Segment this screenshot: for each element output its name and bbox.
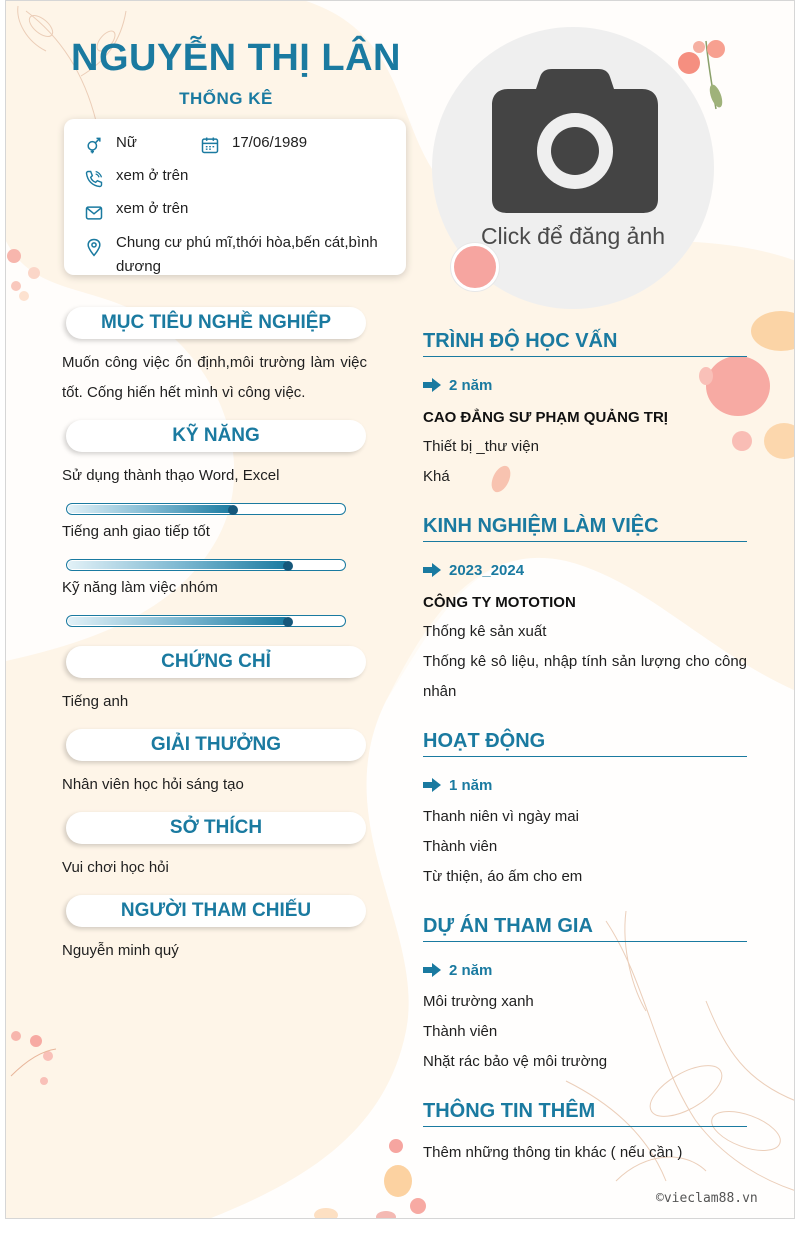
education-time[interactable] bbox=[423, 377, 492, 394]
location-icon bbox=[84, 237, 104, 257]
certificates-heading: CHỨNG CHỈ bbox=[66, 646, 366, 678]
skill-bar-2 bbox=[66, 559, 346, 571]
job-title[interactable]: THỐNG KÊ bbox=[179, 89, 273, 108]
skill-bar-knob bbox=[228, 505, 238, 515]
activities-time-text: 1 năm bbox=[449, 777, 493, 794]
experience-time[interactable] bbox=[423, 562, 524, 579]
experience-line-2[interactable]: Thống kê sô liệu, nhập tính sản lượng cho công nhân bbox=[423, 653, 747, 700]
skill-label-2[interactable]: Tiếng anh giao tiếp tốt bbox=[62, 523, 210, 540]
calendar-icon bbox=[200, 135, 220, 155]
additional-heading: THÔNG TIN THÊM bbox=[423, 1100, 747, 1127]
phone-value[interactable]: xem ở trên bbox=[116, 167, 189, 184]
experience-line-1[interactable]: Thống kê sản xuất bbox=[423, 623, 547, 640]
education-line-1[interactable]: Thiết bị _thư viện bbox=[423, 438, 539, 455]
projects-heading: DỰ ÁN THAM GIA bbox=[423, 915, 747, 942]
gender-icon bbox=[84, 135, 104, 155]
skill-bar-3 bbox=[66, 615, 346, 627]
skill-bar-fill bbox=[68, 505, 234, 513]
email-icon bbox=[84, 203, 104, 223]
skill-bar-fill bbox=[68, 617, 289, 625]
skill-label-1[interactable]: Sử dụng thành thạo Word, Excel bbox=[62, 467, 280, 484]
cv-page bbox=[5, 0, 795, 1219]
camera-icon bbox=[490, 67, 660, 215]
activities-heading: HOẠT ĐỘNG bbox=[423, 730, 747, 757]
skills-heading: KỸ NĂNG bbox=[66, 420, 366, 452]
email-value[interactable]: xem ở trên bbox=[116, 200, 189, 217]
arrow-right-icon bbox=[423, 378, 441, 392]
hobbies-text[interactable]: Vui chơi học hỏi bbox=[62, 859, 169, 876]
arrow-right-icon bbox=[423, 778, 441, 792]
activities-line-2[interactable]: Thành viên bbox=[423, 838, 498, 855]
arrow-right-icon bbox=[423, 563, 441, 577]
references-heading: NGƯỜI THAM CHIẾU bbox=[66, 895, 366, 927]
projects-line-2[interactable]: Thành viên bbox=[423, 1023, 498, 1040]
photo-upload-label: Click để đăng ảnh bbox=[480, 223, 666, 249]
phone-icon bbox=[84, 169, 104, 189]
gender-value[interactable]: Nữ bbox=[116, 134, 137, 151]
education-heading: TRÌNH ĐỘ HỌC VẤN bbox=[423, 330, 747, 357]
objective-heading: MỤC TIÊU NGHỀ NGHIỆP bbox=[66, 307, 366, 339]
address-value[interactable]: Chung cư phú mĩ,thới hòa,bến cát,bình dương bbox=[116, 234, 378, 275]
education-org[interactable]: CAO ĐẲNG SƯ PHẠM QUẢNG TRỊ bbox=[423, 409, 668, 426]
copyright: ©vieclam88.vn bbox=[656, 1191, 758, 1206]
experience-org[interactable]: CÔNG TY MOTOTION bbox=[423, 594, 576, 611]
activities-line-1[interactable]: Thanh niên vì ngày mai bbox=[423, 808, 579, 825]
activities-time[interactable] bbox=[423, 777, 492, 794]
certificates-text[interactable]: Tiếng anh bbox=[62, 693, 129, 710]
skill-bar-knob bbox=[283, 617, 293, 627]
education-line-2[interactable]: Khá bbox=[423, 468, 450, 485]
birthdate-value[interactable]: 17/06/1989 bbox=[232, 134, 308, 151]
hobbies-heading: SỞ THÍCH bbox=[66, 812, 366, 844]
projects-line-3[interactable]: Nhặt rác bảo vệ môi trường bbox=[423, 1053, 608, 1070]
awards-text[interactable]: Nhân viên học hỏi sáng tạo bbox=[62, 776, 244, 793]
projects-line-1[interactable]: Môi trường xanh bbox=[423, 993, 534, 1010]
candidate-name[interactable]: NGUYỄN THỊ LÂN bbox=[71, 37, 401, 79]
awards-heading: GIẢI THƯỞNG bbox=[66, 729, 366, 761]
additional-text[interactable]: Thêm những thông tin khác ( nếu cần ) bbox=[423, 1144, 683, 1161]
objective-text[interactable]: Muốn công việc ổn định,môi trường làm việc tốt. Cống hiến hết mình vì công việc. bbox=[62, 354, 367, 401]
experience-time-text: 2023_2024 bbox=[449, 562, 525, 579]
projects-time[interactable] bbox=[423, 962, 492, 979]
education-time-text: 2 năm bbox=[449, 377, 493, 394]
skill-label-3[interactable]: Kỹ năng làm việc nhóm bbox=[62, 579, 218, 596]
references-text[interactable]: Nguyễn minh quý bbox=[62, 942, 179, 959]
skill-bar-knob bbox=[283, 561, 293, 571]
activities-line-3[interactable]: Từ thiện, áo ấm cho em bbox=[423, 868, 583, 885]
arrow-right-icon bbox=[423, 963, 441, 977]
experience-heading: KINH NGHIỆM LÀM VIỆC bbox=[423, 515, 747, 542]
personal-info-card bbox=[64, 119, 406, 275]
projects-time-text: 2 năm bbox=[449, 962, 493, 979]
skill-bar-fill bbox=[68, 561, 289, 569]
photo-decoration-dot bbox=[451, 243, 499, 291]
skill-bar-1 bbox=[66, 503, 346, 515]
